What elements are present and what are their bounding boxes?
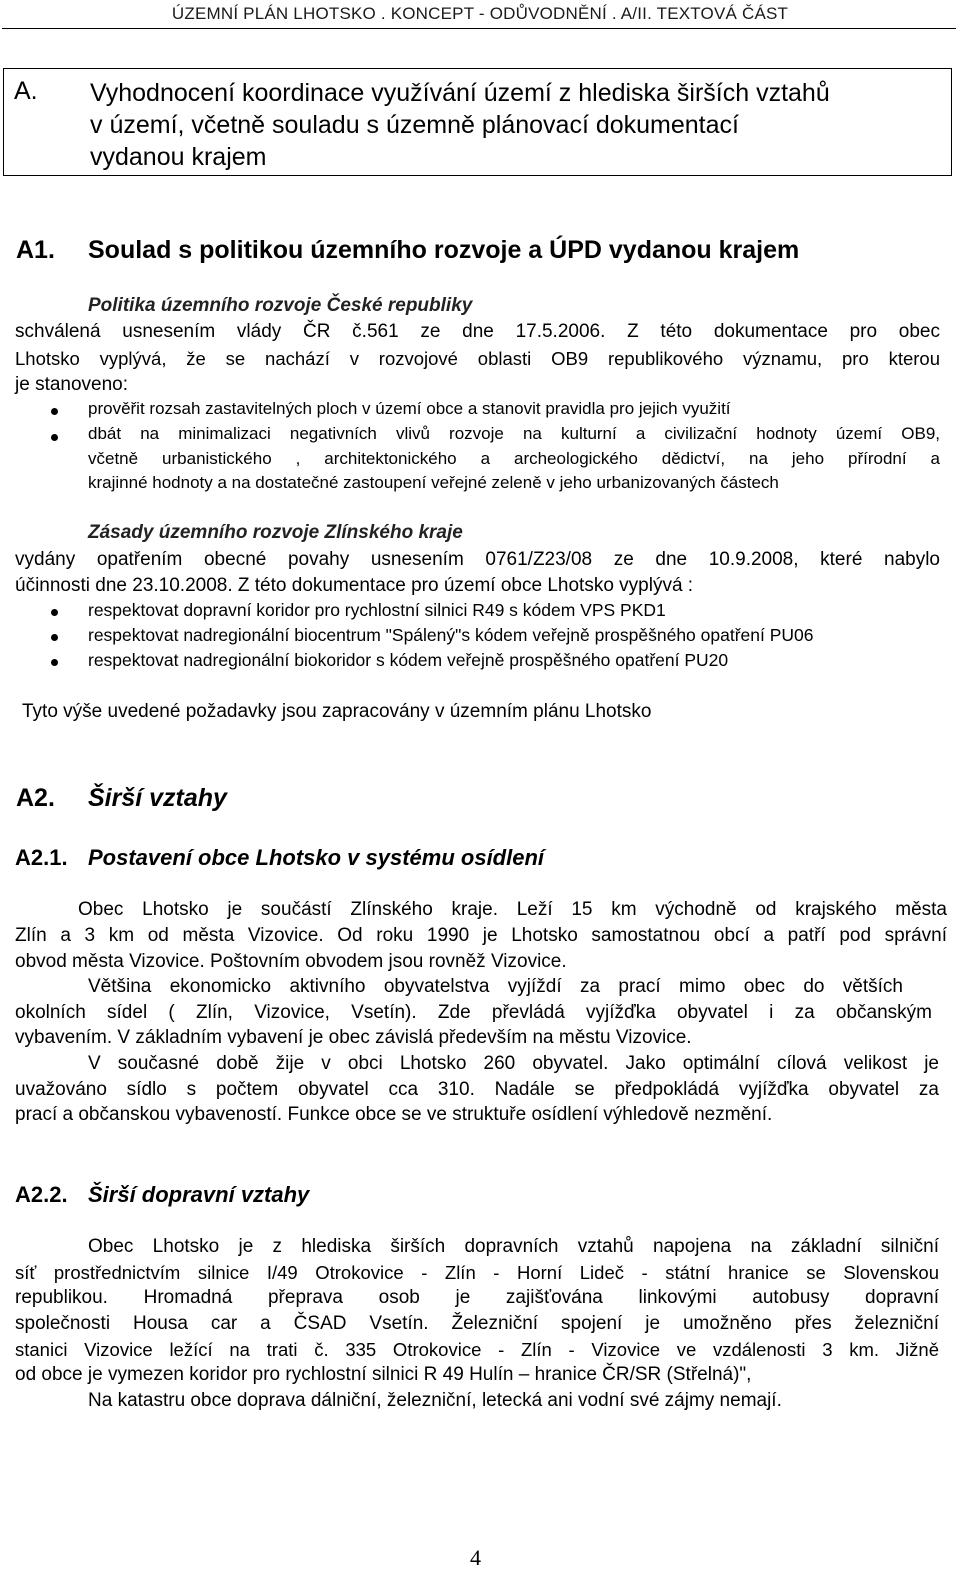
pur-bullet-item-cont: včetně urbanistického , architektonického a archeologického dědictví, na jeho přírodní a xyxy=(88,449,940,468)
section-a-letter: A. xyxy=(14,77,38,105)
section-a-title-line: Vyhodnocení koordinace využívání území z hlediska širších vztahů xyxy=(90,79,830,107)
a22-line: republikou. Hromadná přeprava osob je zajišťována linkovými autobusy dopravní xyxy=(15,1287,939,1308)
a2-title: Širší vztahy xyxy=(88,784,227,812)
zur-line: vydány opatřením obecné povahy usnesením 0761/Z23/08 ze dne 10.9.2008, které nabylo xyxy=(15,549,940,570)
section-a-title-line: vydanou krajem xyxy=(90,143,267,171)
a21-title: Postavení obce Lhotsko v systému osídlení xyxy=(88,845,545,870)
a22-number: A2.2. xyxy=(15,1182,68,1207)
zur-bullet-item: respektovat nadregionální biocentrum "Spálený"s kódem veřejně prospěšného opatření PU06 xyxy=(88,625,814,645)
header-rule xyxy=(2,28,956,29)
bullet-dot xyxy=(51,434,58,441)
a21-line: Zlín a 3 km od města Vizovice. Od roku 1990 je Lhotsko samostatnou obcí a patří pod správní xyxy=(15,925,947,946)
a22-line: od obce je vymezen koridor pro rychlostní silnici R 49 Hulín – hranice ČR/SR (Střelná)", xyxy=(15,1364,752,1385)
pur-line: schválená usnesením vlády ČR č.561 ze dne 17.5.2006. Z této dokumentace pro obec xyxy=(15,321,940,342)
a22-line: společnosti Housa car a ČSAD Vsetín. Železniční spojení je umožněno přes železniční xyxy=(15,1313,939,1334)
zur-bullet-item: respektovat dopravní koridor pro rychlostní silnici R49 s kódem VPS PKD1 xyxy=(88,600,666,620)
pur-bullet-item: prověřit rozsah zastavitelných ploch v území obce a stanovit pravidla pro jejich využití xyxy=(88,399,731,418)
pur-line: Lhotsko vyplývá, že se nachází v rozvojové oblasti OB9 republikového významu, pro kterou xyxy=(15,348,940,369)
pur-line: je stanoveno: xyxy=(15,374,129,395)
a21-line: prací a občanskou vybaveností. Funkce obce se ve struktuře osídlení výhledově nezmění. xyxy=(15,1104,773,1125)
a1-title: Soulad s politikou územního rozvoje a ÚPD vydanou krajem xyxy=(88,236,800,264)
zur-bullet-item: respektovat nadregionální biokoridor s kódem veřejně prospěšného opatření PU20 xyxy=(88,650,729,670)
pur-bullet-item: dbát na minimalizaci negativních vlivů rozvoje na kulturní a civilizační hodnoty území OB9, xyxy=(88,424,940,443)
bullet-dot xyxy=(51,609,58,616)
section-a-title-line: v území, včetně souladu s územně plánovací dokumentací xyxy=(90,111,739,139)
a22-line: Obec Lhotsko je z hlediska širších dopravních vztahů napojena na základní silniční xyxy=(88,1236,939,1257)
a21-line: V současné době žije v obci Lhotsko 260 obyvatel. Jako optimální cílová velikost je xyxy=(88,1053,939,1074)
a22-line: Na katastru obce doprava dálniční, železniční, letecká ani vodní své zájmy nemají. xyxy=(88,1390,782,1411)
a22-line: stanici Vizovice ležící na trati č. 335 Otrokovice - Zlín - Vizovice ve vzdálenosti 3 km. Jižně xyxy=(15,1339,939,1360)
a21-line: vybavením. V základním vybavení je obec závislá především na městu Vizovice. xyxy=(15,1027,692,1048)
bullet-dot xyxy=(51,408,58,415)
a1-conclusion: Tyto výše uvedené požadavky jsou zapracovány v územním plánu Lhotsko xyxy=(22,701,652,722)
zur-heading: Zásady územního rozvoje Zlínského kraje xyxy=(88,522,463,543)
a21-line: Obec Lhotsko je součástí Zlínského kraje. Leží 15 km východně od krajského města xyxy=(78,899,947,920)
a21-line: uvažováno sídlo s počtem obyvatel cca 310. Nadále se předpokládá vyjížďka obyvatel za xyxy=(15,1079,939,1100)
a22-title: Širší dopravní vztahy xyxy=(88,1182,310,1207)
a21-line: okolních sídel ( Zlín, Vizovice, Vsetín). Zde převládá vyjížďka obyvatel i za občanským xyxy=(15,1002,932,1023)
a21-line: Většina ekonomicko aktivního obyvatelstva vyjíždí za prací mimo obec do větších xyxy=(88,976,903,997)
bullet-dot xyxy=(51,634,58,641)
section-a-title xyxy=(90,77,830,173)
a1-number: A1. xyxy=(16,236,55,264)
a21-line: obvod města Vizovice. Poštovním obvodem jsou rovněž Vizovice. xyxy=(15,951,567,972)
bullet-dot xyxy=(51,659,58,666)
running-header: ÚZEMNÍ PLÁN LHOTSKO . KONCEPT - ODŮVODNĚNÍ . A/II. TEXTOVÁ ČÁST xyxy=(171,4,789,23)
zur-line: účinnosti dne 23.10.2008. Z této dokumentace pro území obce Lhotsko vyplývá : xyxy=(15,575,694,596)
section-a-box xyxy=(3,68,952,176)
a2-number: A2. xyxy=(16,784,55,812)
pur-heading: Politika územního rozvoje České republiky xyxy=(88,295,473,316)
pur-bullet-item-cont: krajinné hodnoty a na dostatečné zastoupení veřejné zeleně v jeho urbanizovaných částech xyxy=(88,473,779,492)
a22-line: síť prostřednictvím silnice I/49 Otrokovice - Zlín - Horní Lideč - státní hranice se Slovenskou xyxy=(15,1262,939,1283)
page-number: 4 xyxy=(470,1545,481,1570)
a21-number: A2.1. xyxy=(15,845,68,870)
